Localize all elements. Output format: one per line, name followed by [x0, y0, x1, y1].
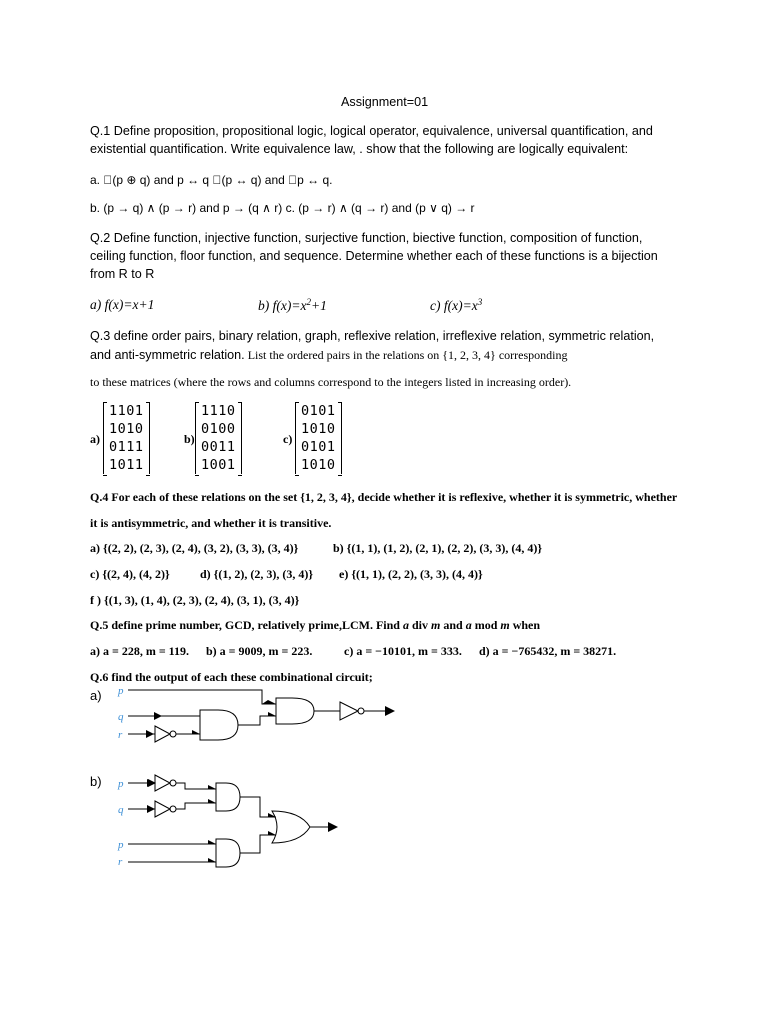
matrix-a [103, 402, 150, 474]
q1-line1: Q.1 Define proposition, propositional logic, logical operator, equivalence, universal quantification, and [90, 124, 653, 138]
circuit-b-label: b) [90, 774, 102, 789]
q2-line1: Q.2 Define function, injective function, surjective function, biective function, composition of function, [90, 231, 643, 245]
q3-line1: Q.3 define order pairs, binary relation, graph, reflexive relation, irreflexive relation, symmetric relation, [90, 329, 655, 343]
q5-part-d: d) a = −765432, m = 38271. [479, 644, 617, 658]
circuit-b-input-p2: p [118, 839, 124, 851]
q2-function-a [90, 297, 154, 313]
circuit-a-diagram [110, 680, 410, 750]
matrix-b-row: 1110 [201, 403, 236, 419]
q5-part-b: b) a = 9009, m = 223. [206, 644, 313, 658]
matrix-c-row: 1010 [301, 457, 336, 473]
q4-relation-f: f ) {(1, 3), (1, 4), (2, 3), (2, 4), (3, 1), (3, 4)} [90, 593, 300, 607]
q5-line1 [90, 618, 540, 633]
q5-and: and [440, 618, 466, 632]
q4-relation-a: a) {(2, 2), (2, 3), (2, 4), (3, 2), (3, 3), (3, 4)} [90, 541, 299, 555]
circuit-a-input-p: p [118, 685, 124, 697]
q4-relation-b: b) {(1, 1), (1, 2), (2, 1), (2, 2), (3, 3), (4, 4)} [333, 541, 543, 555]
q3-line3: to these matrices (where the rows and columns correspond to the integers listed in increasing order). [90, 375, 572, 389]
q2-function-b [258, 297, 327, 314]
q5-when: when [509, 618, 541, 632]
matrix-a-label: a) [90, 432, 100, 446]
circuit-b-diagram [110, 765, 370, 875]
q2-function-b-suffix: +1 [310, 298, 327, 314]
q3-line2 [90, 348, 567, 363]
circuit-a-input-q: q [118, 711, 124, 723]
q3-line2-part2: List the ordered pairs in the relations on {1, 2, 3, 4} corresponding [244, 348, 568, 362]
q2-function-a-text: a) f(x)=x+1 [90, 297, 155, 312]
q5-var-m: m [431, 618, 441, 632]
q4-relation-e: e) {(1, 1), (2, 2), (3, 3), (4, 4)} [339, 567, 483, 581]
q2-line2: ceiling function, floor function, and sequence. Determine whether each of these functions is a bijection [90, 249, 658, 263]
q5-var-a: a [402, 618, 409, 632]
q6-line1: Q.6 find the output of each these combinational circuit; [90, 670, 373, 684]
matrix-a-row: 0111 [109, 439, 144, 455]
circuit-b-input-q: q [118, 804, 124, 816]
matrix-a-row: 1010 [109, 421, 144, 437]
q2-function-c-exponent: 3 [477, 297, 483, 307]
matrix-a-row: 1011 [109, 457, 144, 473]
matrix-b-row: 1001 [201, 457, 236, 473]
matrix-c-label: c) [283, 432, 293, 446]
circuit-b-input-p: p [118, 778, 124, 790]
q4-line1: Q.4 For each of these relations on the set {1, 2, 3, 4}, decide whether it is reflexive, whether it is symmetric, whether [90, 490, 678, 504]
circuit-a-input-r: r [118, 729, 123, 741]
q2-function-b-exponent: 2 [306, 297, 311, 307]
q5-part-c: c) a = −10101, m = 333. [344, 644, 462, 658]
q1-line2: existential quantification. Write equivalence law, . show that the following are logically equivalent: [90, 142, 629, 156]
q2-function-c [430, 297, 482, 314]
q5-line1-text: Q.5 define prime number, GCD, relatively prime,LCM. Find [90, 618, 403, 632]
matrix-a-row: 1101 [109, 403, 144, 419]
q5-var-m2: m [500, 618, 510, 632]
q1-part-b-c: b. (p → q) ∧ (p → r) and p → (q ∧ r) c. (p → r) ∧ (q → r) and (p ∨ q) → r [90, 201, 475, 215]
q5-div: div [408, 618, 431, 632]
matrix-b-label: b) [184, 432, 195, 446]
q5-part-a: a) a = 228, m = 119. [90, 644, 190, 658]
q3-line2-part1: and anti-symmetric relation. [90, 348, 245, 362]
q2-function-c-prefix: c) f(x)=x [430, 298, 478, 314]
q4-relation-d: d) {(1, 2), (2, 3), (3, 4)} [200, 567, 314, 581]
q2-line3: from R to R [90, 267, 155, 281]
circuit-b-input-r: r [118, 856, 123, 868]
q4-line2: it is antisymmetric, and whether it is transitive. [90, 516, 332, 530]
matrix-b-row: 0100 [201, 421, 236, 437]
circuit-a-label: a) [90, 688, 102, 703]
matrix-c-row: 0101 [301, 403, 336, 419]
q5-var-a2: a [465, 618, 472, 632]
matrix-c-row: 1010 [301, 421, 336, 437]
q5-mod: mod [471, 618, 501, 632]
matrix-b [195, 402, 242, 474]
q1-part-a: a. (p ⊕ q) and p ↔ q (p ↔ q) and p ↔ q. [90, 173, 306, 187]
matrix-b-row: 0011 [201, 439, 236, 455]
page-title: Assignment=01 [341, 95, 429, 109]
matrix-c-row: 0101 [301, 439, 336, 455]
matrix-c [295, 402, 342, 474]
q4-relation-c: c) {(2, 4), (4, 2)} [90, 567, 170, 581]
q2-function-b-prefix: b) f(x)=x [258, 298, 307, 314]
